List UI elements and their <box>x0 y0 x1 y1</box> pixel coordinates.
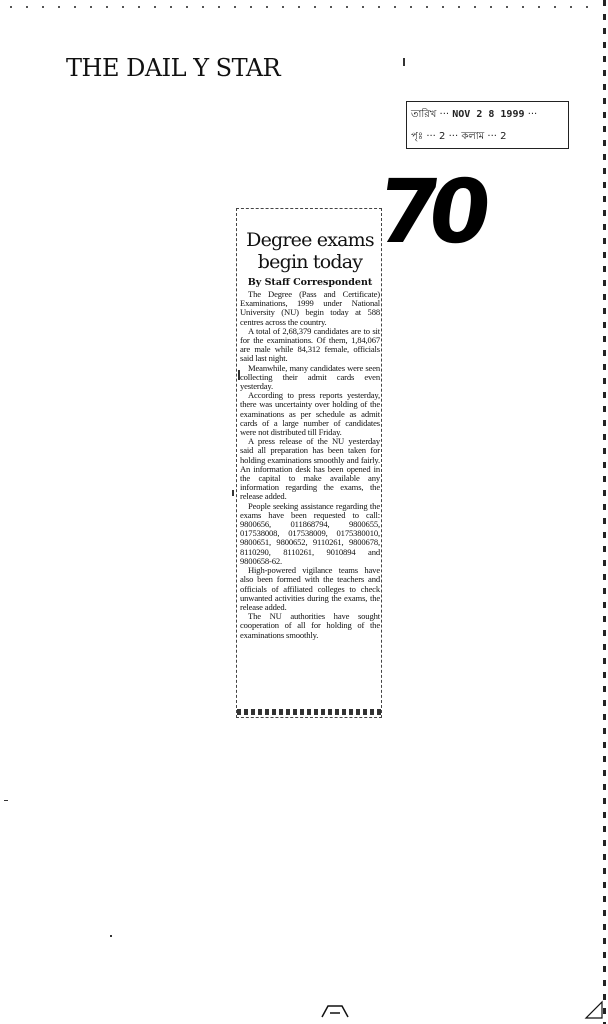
article-headline <box>237 229 383 273</box>
stamp-page-value: 2 <box>439 131 446 142</box>
article-body <box>240 290 380 640</box>
article-paragraph: A press release of the NU yesterday said all preparation has been taken for holding examinations smoothly and fairly. An information desk has been opened in the capital to make available any information regarding the exams, the release added. <box>240 436 380 502</box>
stamp-date-label: তারিখ <box>411 109 437 120</box>
article-paragraph: A total of 2,68,379 candidates are to sit for the examinations. Of them, 1,84,067 are male while 84,312 female, officials said last night. <box>240 325 380 364</box>
stamp-date-value: NOV 2 8 1999 <box>452 109 525 120</box>
archive-stamp <box>406 101 569 149</box>
scan-speck <box>4 800 8 801</box>
article-paragraph: According to press reports yesterday, there was uncertainty over holding of the examinations as per schedule as admit cards of a large number of candidates were not distributed till Friday. <box>240 390 380 438</box>
article-byline: By Staff Correspondent <box>247 277 373 288</box>
stamp-column-value: 2 <box>500 131 507 142</box>
newspaper-masthead: THE DAIL Y STAR <box>66 54 281 82</box>
stamp-date-row: তারিখ ··· NOV 2 8 1999 ··· <box>411 109 538 120</box>
stamp-column-label: কলাম <box>461 131 485 142</box>
news-clipping <box>236 208 382 718</box>
article-paragraph: High-powered vigilance teams have also been formed with the teachers and officials of affiliated colleges to check unwanted activities during the exams, the release added. <box>240 565 380 612</box>
scan-speck <box>403 58 405 66</box>
article-paragraph: People seeking assistance regarding the exams have been requested to call: 9800656, 011868794, 9800655, 017538008, 017538009, 0175380010, 9800651, 9800652, 9110261, 9800678, 8110290, 8110261, 9010894 and 9800658-62. <box>240 500 380 566</box>
headline-line-2: begin today <box>257 251 363 273</box>
article-paragraph: The NU authorities have sought cooperation of all for holding of the examinations smoothly. <box>240 611 380 640</box>
stamp-page-label: পৃঃ <box>411 131 424 142</box>
scan-top-edge <box>10 6 590 8</box>
clipping-torn-edge <box>237 709 383 715</box>
article-paragraph: Meanwhile, many candidates were seen collecting their admit cards even yesterday. <box>240 362 380 392</box>
page-corner-fold-icon <box>584 1000 604 1020</box>
scan-speck <box>232 490 234 496</box>
scan-speck <box>238 370 240 380</box>
binding-clip-icon <box>320 1004 350 1018</box>
scan-right-edge <box>603 0 606 1024</box>
handwritten-number: 70 <box>370 160 488 263</box>
headline-line-1: Degree exams <box>246 229 374 251</box>
stamp-page-row: পৃঃ ··· 2 ··· কলাম ··· 2 <box>411 131 507 142</box>
article-paragraph: The Degree (Pass and Certificate) Examinations, 1999 under National University (NU) begin today at 588 centres across the country. <box>240 289 380 327</box>
scan-speck <box>110 935 112 937</box>
